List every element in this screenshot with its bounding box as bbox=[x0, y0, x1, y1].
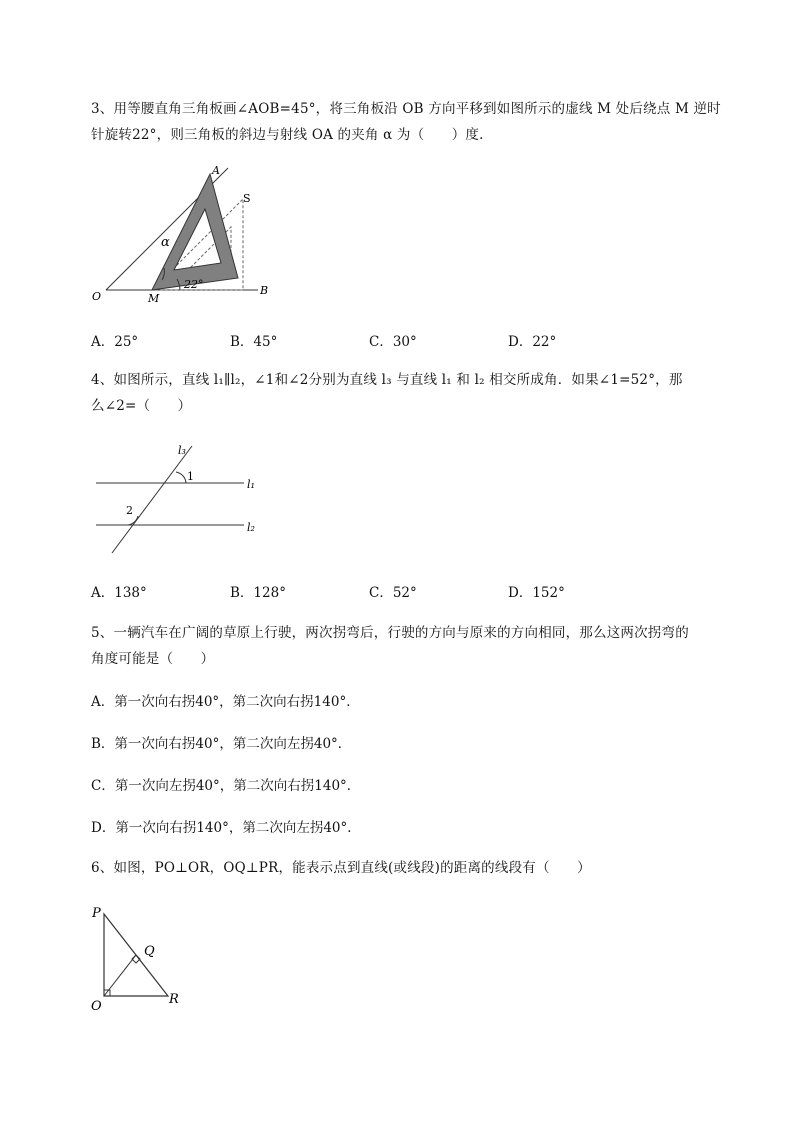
label-l1: l₁ bbox=[247, 478, 255, 491]
label-m: M bbox=[148, 292, 160, 305]
question-3-line-2: 针旋转22°，则三角板的斜边与射线 OA 的夹角 α 为（ ）度. bbox=[91, 127, 484, 143]
question-5-line-1: 5、一辆汽车在广阔的草原上行驶，两次拐弯后，行驶的方向与原来的方向相同，那么这两次拐弯的 bbox=[91, 625, 689, 641]
question-3-line-1: 3、用等腰直角三角板画∠AOB=45°，将三角板沿 OB 方向平移到如图所示的虚线 M 处后绕点 M 逆时 bbox=[91, 101, 721, 117]
label-r: R bbox=[169, 992, 179, 1007]
q3-option-d[interactable]: D．22° bbox=[508, 334, 557, 350]
angle-1-arc bbox=[176, 472, 186, 483]
line-l3 bbox=[112, 446, 192, 553]
question-4-text bbox=[91, 367, 741, 419]
angle-2-arc bbox=[128, 516, 138, 525]
question-5-text bbox=[91, 620, 741, 672]
q5-option-c[interactable]: C．第一次向左拐40°，第二次向右拐140°． bbox=[91, 778, 361, 794]
q5-option-d[interactable]: D．第一次向右拐140°，第二次向左拐40°． bbox=[91, 820, 361, 836]
q5-option-b[interactable]: B．第一次向右拐40°，第二次向左拐40°． bbox=[91, 736, 352, 752]
question-4-figure bbox=[92, 438, 272, 558]
question-6-text bbox=[91, 855, 741, 881]
q3-option-b[interactable]: B．45° bbox=[230, 334, 278, 350]
label-angle-2: 2 bbox=[126, 504, 133, 517]
q3-option-c[interactable]: C．30° bbox=[369, 334, 417, 350]
label-a: A bbox=[212, 164, 220, 177]
question-3-figure bbox=[88, 160, 288, 305]
label-o: O bbox=[92, 290, 102, 303]
label-s: S bbox=[243, 192, 251, 205]
q5-option-a[interactable]: A．第一次向右拐40°，第二次向右拐140°． bbox=[91, 694, 360, 710]
question-4-line-2: 么∠2=（ ） bbox=[91, 398, 192, 414]
q3-option-a[interactable]: A．25° bbox=[91, 334, 139, 350]
question-6-figure bbox=[88, 900, 198, 1020]
label-o: O bbox=[91, 999, 102, 1014]
question-5-line-2: 角度可能是（ ） bbox=[91, 651, 215, 667]
question-4-options bbox=[91, 581, 741, 601]
question-4-line-1: 4、如图所示，直线 l₁∥l₂，∠1和∠2分别为直线 l₃ 与直线 l₁ 和 l₂ 相交所成角．如果∠1=52°，那 bbox=[91, 372, 683, 388]
label-l2: l₂ bbox=[247, 521, 255, 534]
label-alpha: α bbox=[161, 235, 170, 250]
label-q: Q bbox=[144, 944, 155, 959]
question-3-text bbox=[91, 96, 741, 148]
label-22: 22° bbox=[184, 278, 204, 291]
q4-option-b[interactable]: B．128° bbox=[230, 585, 286, 601]
question-6-line-1: 6、如图，PO⊥OR，OQ⊥PR，能表示点到直线(或线段)的距离的线段有（ ） bbox=[91, 860, 591, 876]
q4-option-a[interactable]: A．138° bbox=[91, 585, 147, 601]
q4-option-d[interactable]: D．152° bbox=[508, 585, 565, 601]
label-angle-1: 1 bbox=[187, 470, 194, 483]
question-3-options bbox=[91, 330, 741, 350]
label-b: B bbox=[260, 284, 269, 297]
label-p: P bbox=[92, 906, 101, 921]
q4-option-c[interactable]: C．52° bbox=[369, 585, 417, 601]
label-l3: l₃ bbox=[178, 444, 186, 457]
